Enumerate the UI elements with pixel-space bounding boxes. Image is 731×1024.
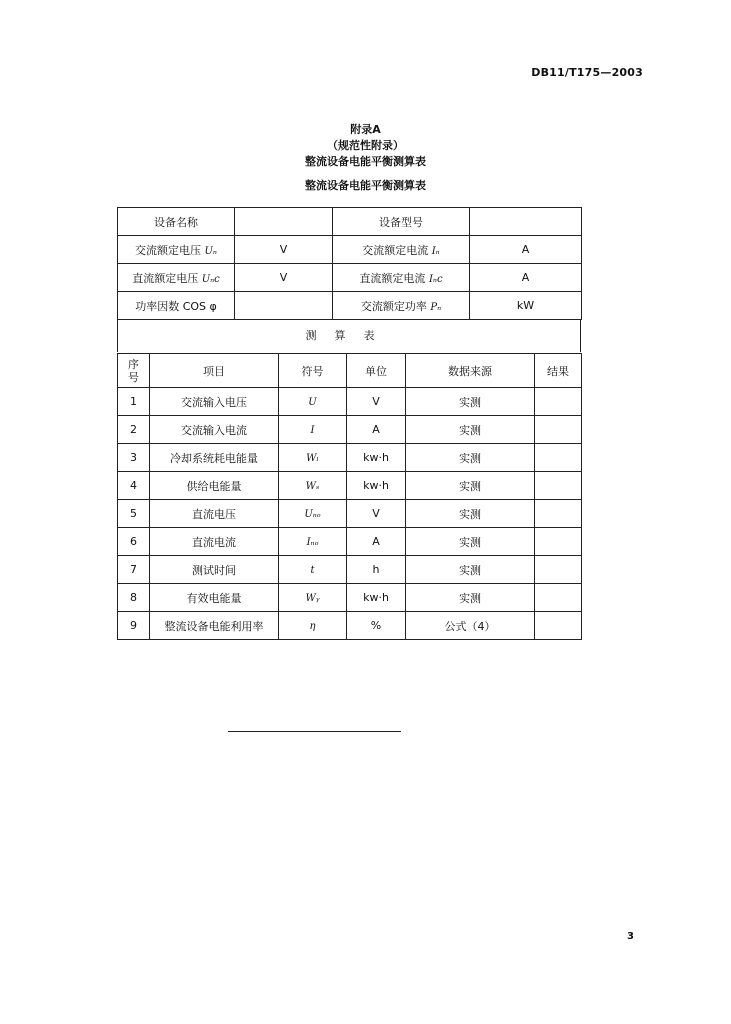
row-item: 交流输入电压 [150, 388, 279, 416]
row-result [535, 612, 582, 640]
power-factor-label: 功率因数 COS φ [118, 292, 235, 320]
row-unit: h [347, 556, 406, 584]
row-result [535, 500, 582, 528]
device-model-value [470, 208, 582, 236]
row-no: 1 [118, 388, 150, 416]
power-factor-value [235, 292, 333, 320]
ac-current-unit: A [470, 236, 582, 264]
row-symbol: Iₙₒ [279, 528, 347, 556]
table-row [118, 388, 582, 416]
table-row [118, 416, 582, 444]
row-source: 实测 [406, 416, 535, 444]
row-result [535, 584, 582, 612]
appendix-type: （规范性附录） [327, 139, 404, 152]
device-info-table [117, 207, 582, 320]
row-item: 供给电能量 [150, 472, 279, 500]
document-code: DB11/T175—2003 [531, 66, 643, 79]
table-row [118, 612, 582, 640]
row-source: 实测 [406, 472, 535, 500]
row-symbol: Wₗ [279, 444, 347, 472]
ac-voltage-unit: V [235, 236, 333, 264]
header-item: 项目 [150, 354, 279, 388]
row-result [535, 416, 582, 444]
row-symbol: η [279, 612, 347, 640]
ac-power-symbol: Pₙ [430, 301, 442, 313]
row-unit: V [347, 388, 406, 416]
row-item: 交流输入电流 [150, 416, 279, 444]
row-item: 冷却系统耗电能量 [150, 444, 279, 472]
page-number: 3 [627, 931, 634, 942]
row-source: 实测 [406, 388, 535, 416]
row-no: 3 [118, 444, 150, 472]
info-row [118, 264, 582, 292]
dc-voltage-symbol: Uₙc [201, 273, 220, 285]
table-row [118, 472, 582, 500]
row-no: 4 [118, 472, 150, 500]
ac-voltage-label: 交流额定电压 Uₙ [118, 236, 235, 264]
dc-current-unit: A [470, 264, 582, 292]
header-seq: 序号 [118, 354, 150, 388]
row-unit: kw·h [347, 444, 406, 472]
row-no: 8 [118, 584, 150, 612]
row-result [535, 388, 582, 416]
device-name-label: 设备名称 [118, 208, 235, 236]
table-row [118, 500, 582, 528]
row-symbol: U [279, 388, 347, 416]
info-row [118, 292, 582, 320]
row-no: 5 [118, 500, 150, 528]
row-unit: kw·h [347, 472, 406, 500]
row-item: 直流电流 [150, 528, 279, 556]
ac-power-label: 交流额定功率 Pₙ [333, 292, 470, 320]
appendix-title: 整流设备电能平衡测算表 [305, 155, 426, 168]
row-no: 6 [118, 528, 150, 556]
row-item: 直流电压 [150, 500, 279, 528]
row-no: 2 [118, 416, 150, 444]
row-result [535, 444, 582, 472]
row-result [535, 556, 582, 584]
header-source: 数据来源 [406, 354, 535, 388]
device-name-value [235, 208, 333, 236]
row-source: 实测 [406, 528, 535, 556]
ac-current-symbol: Iₙ [431, 245, 440, 257]
row-source: 实测 [406, 584, 535, 612]
row-source: 实测 [406, 556, 535, 584]
row-item: 整流设备电能利用率 [150, 612, 279, 640]
row-item: 测试时间 [150, 556, 279, 584]
row-symbol: t [279, 556, 347, 584]
calc-header-row [118, 354, 582, 388]
appendix-titles [0, 122, 731, 194]
row-item: 有效电能量 [150, 584, 279, 612]
ac-voltage-symbol: Uₙ [204, 245, 217, 257]
ac-power-unit: kW [470, 292, 582, 320]
row-unit: A [347, 528, 406, 556]
row-symbol: Wᵧ [279, 584, 347, 612]
row-unit: kw·h [347, 584, 406, 612]
table-row [118, 444, 582, 472]
header-symbol: 符号 [279, 354, 347, 388]
table-row [118, 528, 582, 556]
info-row [118, 208, 582, 236]
row-result [535, 528, 582, 556]
row-unit: A [347, 416, 406, 444]
info-row [118, 236, 582, 264]
row-symbol: Wₛ [279, 472, 347, 500]
row-source: 实测 [406, 444, 535, 472]
row-unit: V [347, 500, 406, 528]
header-unit: 单位 [347, 354, 406, 388]
row-symbol: Uₙₒ [279, 500, 347, 528]
calc-table [117, 353, 582, 640]
table-row [118, 584, 582, 612]
dc-voltage-unit: V [235, 264, 333, 292]
row-unit: % [347, 612, 406, 640]
row-source: 实测 [406, 500, 535, 528]
appendix-label: 附录A [350, 123, 381, 136]
dc-current-symbol: Iₙc [428, 273, 443, 285]
device-model-label: 设备型号 [333, 208, 470, 236]
dc-voltage-label: 直流额定电压 Uₙc [118, 264, 235, 292]
ac-current-label: 交流额定电流 Iₙ [333, 236, 470, 264]
table-title: 整流设备电能平衡测算表 [305, 179, 426, 192]
row-source: 公式（4） [406, 612, 535, 640]
row-no: 7 [118, 556, 150, 584]
row-symbol: I [279, 416, 347, 444]
dc-current-label: 直流额定电流 Iₙc [333, 264, 470, 292]
row-no: 9 [118, 612, 150, 640]
header-result: 结果 [535, 354, 582, 388]
row-result [535, 472, 582, 500]
calc-section-title: 测算表 [117, 320, 581, 352]
end-divider [228, 731, 401, 732]
table-row [118, 556, 582, 584]
